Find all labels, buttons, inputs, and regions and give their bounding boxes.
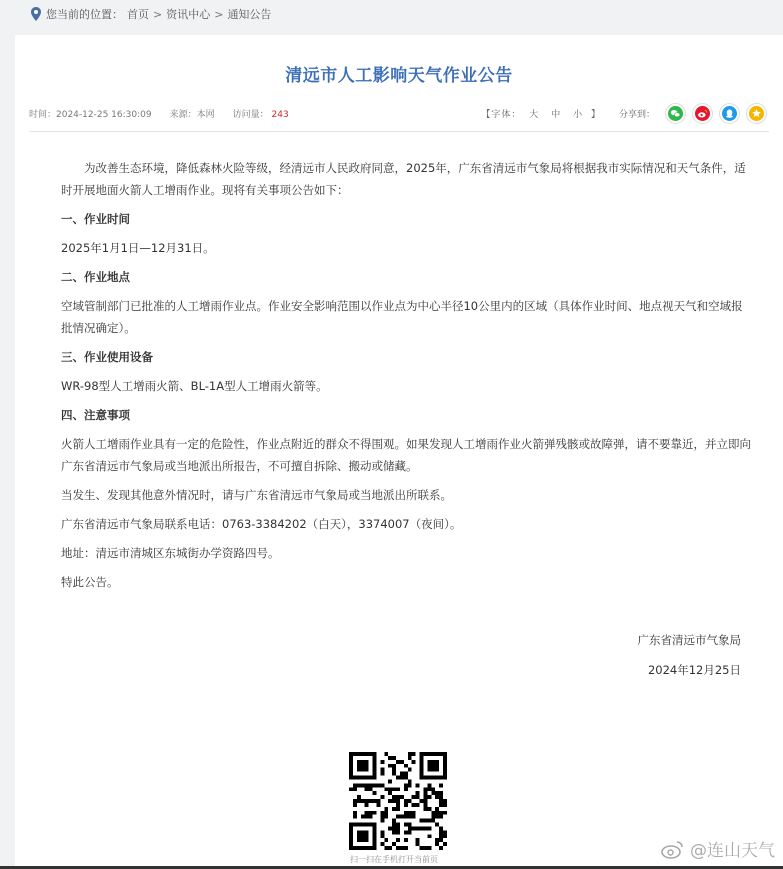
signature <box>638 625 742 685</box>
hit-count <box>233 107 289 120</box>
section-heading: 二、作业地点 <box>61 270 130 284</box>
article-tools <box>481 103 767 124</box>
article-card <box>15 35 783 869</box>
qq-icon <box>722 106 737 121</box>
section-heading: 三、作业使用设备 <box>61 350 153 364</box>
share-qzone-button[interactable] <box>746 103 767 124</box>
paragraph: 火箭人工增雨作业具有一定的危险性，作业点附近的群众不得围观。如果发现人工增雨作业火箭弹残骸或故障弹，请不要靠近，并立即向广东省清远市气象局或当地派出所报告，不可擅自拆除、搬动或储藏。 <box>61 437 751 473</box>
breadcrumb-news-link[interactable]: 资讯中心 <box>166 8 211 21</box>
intro-paragraph: 为改善生态环境，降低森林火险等级，经清远市人民政府同意，2025年，广东省清远市气象局将根据我市实际情况和天气条件，适时开展地面火箭人工增雨作业。现将有关事项公告如下： <box>61 161 746 197</box>
signature-date: 2024年12月25日 <box>647 663 741 677</box>
share-label: 分享到： <box>618 110 655 120</box>
font-size-large-button[interactable]: 大 <box>529 110 540 120</box>
title-divider <box>29 131 769 132</box>
font-size-label: 【字体： <box>481 110 522 120</box>
qr-code-icon <box>349 752 447 850</box>
breadcrumb-prefix: 您当前的位置： <box>46 8 123 21</box>
publish-time: 时间：2024-12-25 16:30:09 <box>29 110 152 120</box>
share-weibo-button[interactable] <box>692 103 713 124</box>
paragraph: WR-98型人工增雨火箭、BL-1A型人工增雨火箭等。 <box>61 379 328 393</box>
watermark-text: @连山天气 <box>690 841 775 861</box>
wechat-icon <box>668 106 683 121</box>
article-body <box>61 157 751 600</box>
breadcrumb-home-link[interactable]: 首页 <box>127 8 149 21</box>
qr-caption: 扫一扫在手机打开当前页 <box>350 855 438 864</box>
qzone-star-icon <box>749 106 764 121</box>
weibo-watermark <box>661 836 775 861</box>
breadcrumb-separator: > <box>214 7 224 21</box>
weibo-logo-icon <box>661 839 685 859</box>
qr-block <box>349 752 449 865</box>
signature-org: 广东省清远市气象局 <box>637 633 741 647</box>
paragraph: 空域管制部门已批准的人工增雨作业点。作业安全影响范围以作业点为中心半径10公里内的区域（具体作业时间、地点视天气和空域报批情况确定）。 <box>61 299 743 335</box>
paragraph: 2025年1月1日—12月31日。 <box>61 241 215 255</box>
font-size-small-button[interactable]: 小 <box>573 110 584 120</box>
page-title: 清远市人工影响天气作业公告 <box>285 66 513 86</box>
address: 地址：清远市清城区东城街办学资路四号。 <box>61 546 280 560</box>
section-heading: 四、注意事项 <box>61 408 130 422</box>
font-size-medium-button[interactable]: 中 <box>551 110 562 120</box>
share-qq-button[interactable] <box>719 103 740 124</box>
location-pin-icon <box>30 7 42 21</box>
contact-phone: 广东省清远市气象局联系电话：0763-3384202（白天），3374007（夜间）。 <box>61 517 462 531</box>
font-size-close: 】 <box>590 110 601 120</box>
breadcrumb-notice-link[interactable]: 通知公告 <box>227 8 272 21</box>
closing: 特此公告。 <box>61 575 119 589</box>
paragraph: 当发生、发现其他意外情况时，请与广东省清远市气象局或当地派出所联系。 <box>61 488 452 502</box>
breadcrumb-separator: > <box>153 7 163 21</box>
hit-count-label: 访问量： <box>232 110 269 120</box>
article-meta <box>29 107 289 120</box>
breadcrumb <box>30 5 271 23</box>
article-source: 来源：本网 <box>169 110 215 120</box>
weibo-icon <box>695 106 710 121</box>
font-size-switcher <box>481 107 601 120</box>
hit-count-value: 243 <box>271 110 289 120</box>
section-heading: 一、作业时间 <box>61 212 130 226</box>
share-wechat-button[interactable] <box>665 103 686 124</box>
